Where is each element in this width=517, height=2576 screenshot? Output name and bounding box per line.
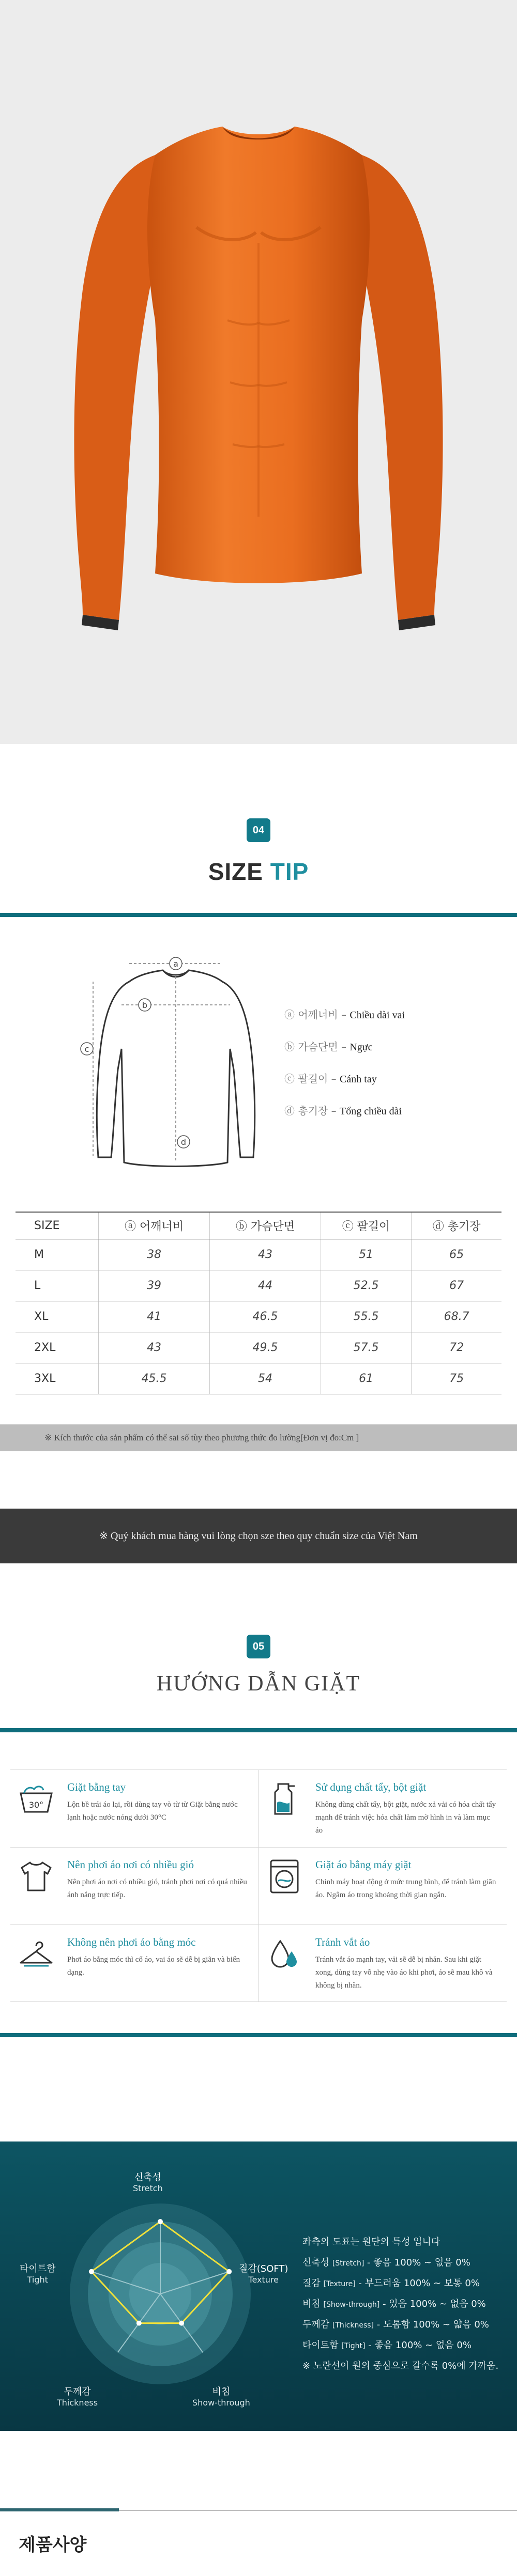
radar-label-kr: 두께감	[64, 2386, 91, 2397]
washing-machine-icon	[265, 1856, 304, 1896]
legend-sep: –	[338, 1008, 350, 1021]
material-radar-chart	[52, 2185, 269, 2402]
marker-c: c	[84, 1044, 89, 1054]
wash-title: Không nên phơi áo bằng móc	[67, 1936, 196, 1948]
wash-desc: Nên phơi áo nơi có nhiều gió, tránh phơi nơi có quá nhiều ánh nắng trực tiếp.	[67, 1878, 247, 1899]
size-tip-title-main: SIZE	[208, 858, 270, 885]
info-text: - 있음 100% ~ 없음 0%	[379, 2299, 486, 2309]
wash-item	[258, 1925, 507, 2002]
info-text: - 부드러움 100% ~ 보통 0%	[355, 2278, 480, 2289]
radar-label-show-through	[192, 2384, 250, 2408]
legend-marker: ⓒ	[284, 1073, 295, 1085]
size-cell: L	[16, 1270, 99, 1301]
radar-point	[179, 2321, 184, 2326]
radar-label-kr: 비침	[212, 2386, 231, 2397]
value-cell: 49.5	[210, 1332, 321, 1363]
info-label: 신축성	[302, 2257, 330, 2268]
info-label: 질감	[302, 2278, 321, 2289]
value-cell: 44	[210, 1270, 321, 1301]
marker-b: b	[142, 1000, 148, 1010]
orange-long-sleeve-shirt-image	[0, 0, 517, 744]
wash-item	[10, 1847, 258, 1925]
wash-item	[258, 1847, 507, 1925]
section-number-badge: 04	[247, 818, 270, 842]
radar-label-kr: 신축성	[134, 2172, 161, 2183]
size-measurement-diagram	[72, 945, 269, 1173]
info-en: [Thickness]	[332, 2321, 374, 2330]
radar-label-stretch	[133, 2170, 163, 2193]
washing-guide-grid	[10, 1770, 507, 2002]
value-cell: 43	[210, 1239, 321, 1270]
wash-title: Sử dụng chất tẩy, bột giặt	[315, 1781, 427, 1793]
radar-label-tight	[20, 2261, 56, 2285]
wash-item	[258, 1770, 507, 1847]
wash-temperature: 30°	[28, 1800, 44, 1810]
col-header: ⓓ 총기장	[412, 1212, 501, 1239]
material-info-footer: ※ 노란선이 원의 중심으로 갈수록 0%에 가까움.	[302, 2361, 499, 2371]
legend-marker: ⓑ	[284, 1041, 295, 1053]
radar-label-kr: 타이트함	[20, 2263, 56, 2274]
value-cell: 43	[99, 1332, 210, 1363]
size-table	[16, 1212, 501, 1394]
value-cell: 39	[99, 1270, 210, 1301]
radar-point	[136, 2321, 142, 2326]
legend-kr: 팔길이	[298, 1073, 328, 1085]
value-cell: 51	[321, 1239, 411, 1270]
value-cell: 61	[321, 1363, 411, 1394]
info-en: [Stretch]	[332, 2259, 364, 2268]
table-row	[16, 1239, 501, 1270]
size-table-header-row	[16, 1212, 501, 1239]
radar-point	[89, 2269, 94, 2274]
value-cell: 75	[412, 1363, 501, 1394]
value-cell: 46.5	[210, 1301, 321, 1332]
wash-item	[10, 1770, 258, 1847]
table-row	[16, 1363, 501, 1394]
product-hero	[0, 0, 517, 744]
value-cell: 41	[99, 1301, 210, 1332]
radar-label-thickness	[57, 2384, 98, 2408]
value-cell: 67	[412, 1270, 501, 1301]
value-cell: 45.5	[99, 1363, 210, 1394]
material-info-row	[302, 2276, 480, 2289]
section-divider	[0, 913, 517, 917]
legend-vn: Chiều dài vai	[349, 1010, 405, 1021]
legend-sep: –	[328, 1105, 340, 1117]
section-divider-accent	[0, 2508, 119, 2511]
wash-desc: Chỉnh máy hoạt động ở mức trung bình, để tránh làm giãn áo. Ngâm áo trong khoảng thời gian ngắn.	[315, 1878, 496, 1899]
hand-wash-30-icon	[17, 1779, 56, 1818]
legend-marker: ⓓ	[284, 1105, 295, 1117]
value-cell: 55.5	[321, 1301, 411, 1332]
section-divider	[0, 2033, 517, 2037]
wash-title: Nên phơi áo nơi có nhiều gió	[67, 1858, 194, 1871]
info-en: [Show-through]	[323, 2301, 380, 2309]
info-text: - 좋음 100% ~ 없음 0%	[364, 2257, 470, 2268]
radar-label-en: Tight	[27, 2275, 48, 2285]
radar-label-en: Show-through	[192, 2398, 250, 2408]
size-notice-banner: ※ Quý khách mua hàng vui lòng chọn sze theo quy chuẩn size của Việt Nam	[0, 1509, 517, 1563]
spec-title: 제품사양	[19, 2535, 87, 2555]
section-divider	[0, 1728, 517, 1732]
section-number-badge: 05	[247, 1635, 270, 1658]
material-info-title: 좌측의 도표는 원단의 특성 입니다	[302, 2237, 440, 2247]
col-header: ⓑ 가슴단면	[210, 1212, 321, 1239]
legend-item	[284, 1070, 501, 1085]
detergent-bottle-icon	[265, 1779, 304, 1818]
table-row	[16, 1301, 501, 1332]
value-cell: 57.5	[321, 1332, 411, 1363]
legend-sep: –	[328, 1073, 340, 1085]
radar-point	[226, 2269, 232, 2274]
legend-sep: –	[338, 1041, 350, 1053]
info-text: - 도톰함 100% ~ 얇음 0%	[374, 2319, 489, 2330]
material-info-row	[302, 2317, 489, 2331]
legend-vn: Ngực	[349, 1042, 373, 1053]
hanger-icon	[17, 1934, 56, 1973]
washing-title: HƯỚNG DẪN GIẶT	[156, 1672, 361, 1696]
radar-label-en: Stretch	[133, 2183, 163, 2193]
value-cell: 54	[210, 1363, 321, 1394]
size-tip-title-highlight: TIP	[270, 858, 309, 885]
material-info-row	[302, 2338, 472, 2351]
wash-desc: Lộn bề trái áo lại, rồi dùng tay vò từ từ Giặt bằng nước lạnh hoặc nước nóng dưới 30°C	[67, 1801, 238, 1822]
col-header: ⓒ 팔길이	[321, 1212, 411, 1239]
col-header: ⓐ 어깨너비	[99, 1212, 210, 1239]
legend-vn: Cánh tay	[340, 1074, 377, 1085]
value-cell: 52.5	[321, 1270, 411, 1301]
size-cell: 3XL	[16, 1363, 99, 1394]
info-en: [Tight]	[341, 2342, 366, 2350]
table-row	[16, 1270, 501, 1301]
value-cell: 65	[412, 1239, 501, 1270]
col-header: SIZE	[16, 1212, 99, 1239]
legend-kr: 가슴단면	[298, 1041, 338, 1053]
radar-label-en: Texture	[248, 2275, 279, 2285]
radar-label-en: Thickness	[57, 2398, 98, 2408]
legend-item	[284, 1038, 501, 1053]
legend-kr: 어깨너비	[298, 1008, 338, 1021]
info-label: 타이트함	[302, 2340, 339, 2351]
legend-kr: 총기장	[298, 1105, 328, 1117]
marker-d: d	[180, 1137, 187, 1147]
water-drops-icon	[265, 1934, 304, 1973]
tshirt-icon	[17, 1856, 56, 1896]
info-text: - 좋음 100% ~ 없음 0%	[365, 2340, 472, 2351]
info-en: [Texture]	[323, 2280, 356, 2288]
size-cell: M	[16, 1239, 99, 1270]
wash-title: Giặt áo bằng máy giặt	[315, 1858, 412, 1871]
legend-marker: ⓐ	[284, 1008, 295, 1021]
value-cell: 68.7	[412, 1301, 501, 1332]
wash-desc: Tránh vắt áo mạnh tay, vải sẽ dễ bị nhăn. Sau khi giặt xong, dùng tay vỗ nhẹ vào áo khi phơi, áo sẽ mau khô và không bị nhăn.	[315, 1956, 493, 1990]
legend-item	[284, 1103, 501, 1118]
radar-point	[158, 2219, 163, 2224]
value-cell: 72	[412, 1332, 501, 1363]
wash-title: Giặt bằng tay	[67, 1781, 126, 1793]
size-cell: 2XL	[16, 1332, 99, 1363]
wash-desc: Không dùng chất tẩy, bột giặt, nước xả vải có hóa chất tẩy mạnh để tránh việc hóa chất làm mờ hình in và làm mục áo	[315, 1801, 496, 1835]
radar-label-kr: 질감(SOFT)	[239, 2263, 288, 2274]
material-title: MATERIAL CHECK POINT	[133, 2118, 384, 2140]
radar-label-texture	[239, 2261, 288, 2285]
legend-item	[284, 1006, 501, 1021]
size-tip-title	[0, 858, 517, 886]
measurement-note: ※ Kích thước của sản phẩm có thể sai số tùy theo phương thức đo lường[Đơn vị đo:Cm ]	[0, 1424, 517, 1451]
size-cell: XL	[16, 1301, 99, 1332]
material-info-row	[302, 2296, 486, 2310]
material-info-row	[302, 2255, 470, 2269]
value-cell: 38	[99, 1239, 210, 1270]
info-label: 비침	[302, 2299, 321, 2309]
info-label: 두께감	[302, 2319, 330, 2330]
marker-a: a	[173, 959, 178, 969]
wash-item	[10, 1925, 258, 2002]
table-row	[16, 1332, 501, 1363]
wash-desc: Phơi áo bằng móc thì cổ áo, vai áo sẽ dễ bị giãn và biến dạng.	[67, 1956, 240, 1977]
wash-title: Tránh vắt áo	[315, 1936, 370, 1948]
legend-vn: Tổng chiều dài	[340, 1106, 402, 1117]
